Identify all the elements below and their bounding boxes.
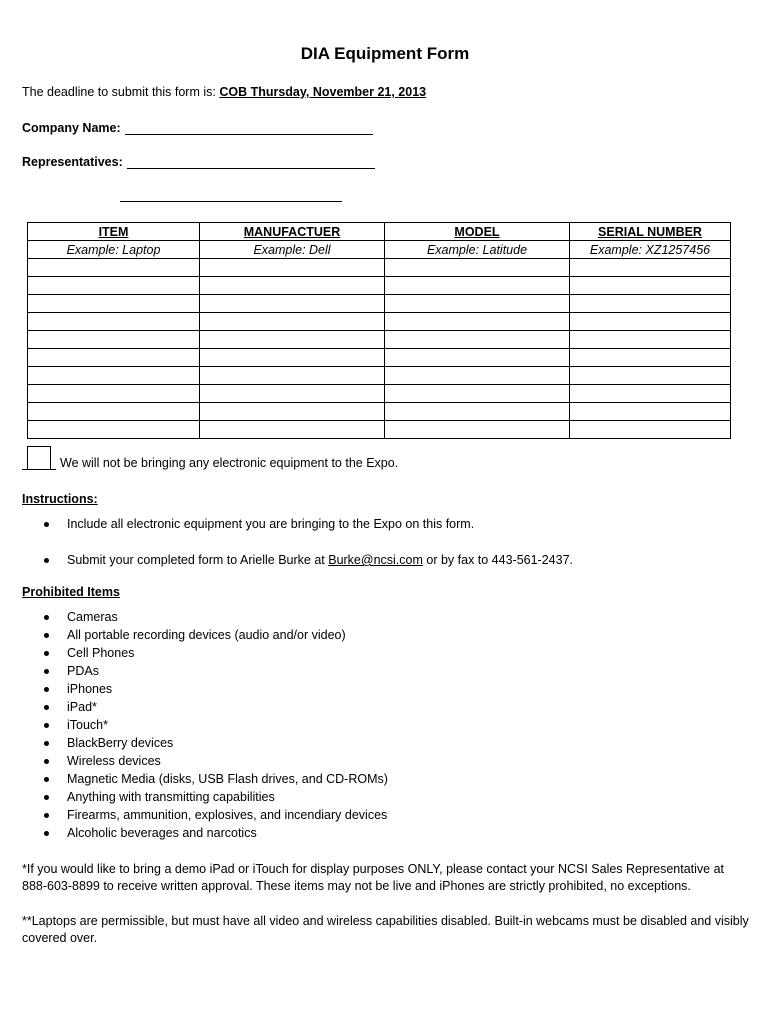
representatives-field[interactable] [127, 154, 375, 169]
deadline-value: COB Thursday, November 21, 2013 [219, 85, 427, 99]
table-cell[interactable] [28, 259, 200, 277]
ipad-itouch-note: *If you would like to bring a demo iPad or iTouch for display purposes ONLY, please contact your NCSI Sales Representative at 888-603-8899 to receive written approval. These items may not be live and iPhones are strictly prohibited, no exceptions. [22, 862, 724, 893]
header-item: ITEM [28, 223, 200, 241]
table-cell[interactable] [28, 367, 200, 385]
table-cell[interactable] [200, 313, 385, 331]
table-cell[interactable] [385, 259, 570, 277]
list-item: Anything with transmitting capabilities [44, 789, 388, 807]
table-cell[interactable] [28, 295, 200, 313]
table-cell[interactable] [570, 313, 731, 331]
no-equipment-text: We will not be bringing any electronic equipment to the Expo. [60, 456, 399, 470]
table-cell[interactable] [200, 421, 385, 439]
table-cell[interactable] [28, 313, 200, 331]
instruction-text: Include all electronic equipment you are bringing to the Expo on this form. [67, 517, 475, 531]
table-cell[interactable] [385, 295, 570, 313]
table-row [28, 403, 731, 421]
table-cell[interactable] [385, 277, 570, 295]
list-item: Cameras [44, 609, 388, 627]
example-manufacturer: Example: Dell [200, 241, 385, 259]
table-row [28, 277, 731, 295]
example-item: Example: Laptop [28, 241, 200, 259]
table-cell[interactable] [385, 385, 570, 403]
instructions-list [44, 516, 573, 588]
company-name-row [22, 120, 373, 135]
table-cell[interactable] [385, 403, 570, 421]
instruction-suffix: or by fax to 443-561-2437. [422, 553, 574, 567]
table-cell[interactable] [570, 385, 731, 403]
no-equipment-checkbox[interactable] [27, 446, 51, 470]
list-item: PDAs [44, 663, 388, 681]
table-row [28, 421, 731, 439]
table-cell[interactable] [200, 295, 385, 313]
table-row [28, 349, 731, 367]
header-model: MODEL [385, 223, 570, 241]
table-row [28, 313, 731, 331]
email-link[interactable]: Burke@ncsi.com [328, 553, 423, 567]
representatives-field-2[interactable] [120, 201, 342, 202]
table-cell[interactable] [570, 331, 731, 349]
company-name-label: Company Name: [22, 121, 121, 135]
header-manufacturer: MANUFACTUER [200, 223, 385, 241]
table-cell[interactable] [570, 349, 731, 367]
checkbox-underline [22, 469, 56, 470]
table-cell[interactable] [385, 313, 570, 331]
laptop-note: **Laptops are permissible, but must have all video and wireless capabilities disabled. Built-in webcams must be disabled and visibly covered over. [22, 914, 749, 945]
equipment-table [27, 222, 731, 439]
header-serial-number: SERIAL NUMBER [570, 223, 731, 241]
list-item: iPad* [44, 699, 388, 717]
table-header-row [28, 223, 731, 241]
table-cell[interactable] [200, 277, 385, 295]
example-serial-number: Example: XZ1257456 [570, 241, 731, 259]
list-item: All portable recording devices (audio and/or video) [44, 627, 388, 645]
table-row [28, 259, 731, 277]
representatives-row [22, 154, 375, 169]
table-cell[interactable] [28, 385, 200, 403]
prohibited-items-list [44, 609, 388, 843]
table-cell[interactable] [570, 367, 731, 385]
list-item: iPhones [44, 681, 388, 699]
list-item [44, 516, 573, 552]
table-cell[interactable] [570, 421, 731, 439]
list-item: iTouch* [44, 717, 388, 735]
company-name-field[interactable] [125, 120, 373, 135]
table-cell[interactable] [28, 277, 200, 295]
table-cell[interactable] [570, 403, 731, 421]
list-item [44, 552, 573, 588]
table-cell[interactable] [28, 331, 200, 349]
table-cell[interactable] [200, 385, 385, 403]
table-row [28, 331, 731, 349]
list-item: BlackBerry devices [44, 735, 388, 753]
table-cell[interactable] [385, 421, 570, 439]
deadline-line [22, 85, 426, 99]
instruction-prefix: Submit your completed form to Arielle Burke at [67, 553, 329, 567]
no-equipment-checkbox-area [22, 446, 58, 470]
table-cell[interactable] [28, 349, 200, 367]
list-item: Alcoholic beverages and narcotics [44, 825, 388, 843]
table-cell[interactable] [200, 403, 385, 421]
prohibited-items-heading: Prohibited Items [22, 585, 120, 599]
list-item: Wireless devices [44, 753, 388, 771]
table-cell[interactable] [570, 295, 731, 313]
table-cell[interactable] [200, 367, 385, 385]
table-cell[interactable] [570, 277, 731, 295]
table-row [28, 385, 731, 403]
table-cell[interactable] [570, 259, 731, 277]
table-cell[interactable] [28, 403, 200, 421]
representatives-label: Representatives: [22, 155, 123, 169]
table-row [28, 367, 731, 385]
example-model: Example: Latitude [385, 241, 570, 259]
list-item: Magnetic Media (disks, USB Flash drives, and CD-ROMs) [44, 771, 388, 789]
table-cell[interactable] [385, 349, 570, 367]
table-cell[interactable] [200, 331, 385, 349]
page-title: DIA Equipment Form [300, 44, 470, 63]
deadline-prefix: The deadline to submit this form is: [22, 85, 220, 99]
list-item: Firearms, ammunition, explosives, and incendiary devices [44, 807, 388, 825]
table-cell[interactable] [200, 349, 385, 367]
table-cell[interactable] [200, 259, 385, 277]
table-example-row [28, 241, 731, 259]
instructions-heading: Instructions: [22, 492, 98, 506]
table-row [28, 295, 731, 313]
table-cell[interactable] [385, 367, 570, 385]
table-cell[interactable] [28, 421, 200, 439]
table-cell[interactable] [385, 331, 570, 349]
list-item: Cell Phones [44, 645, 388, 663]
